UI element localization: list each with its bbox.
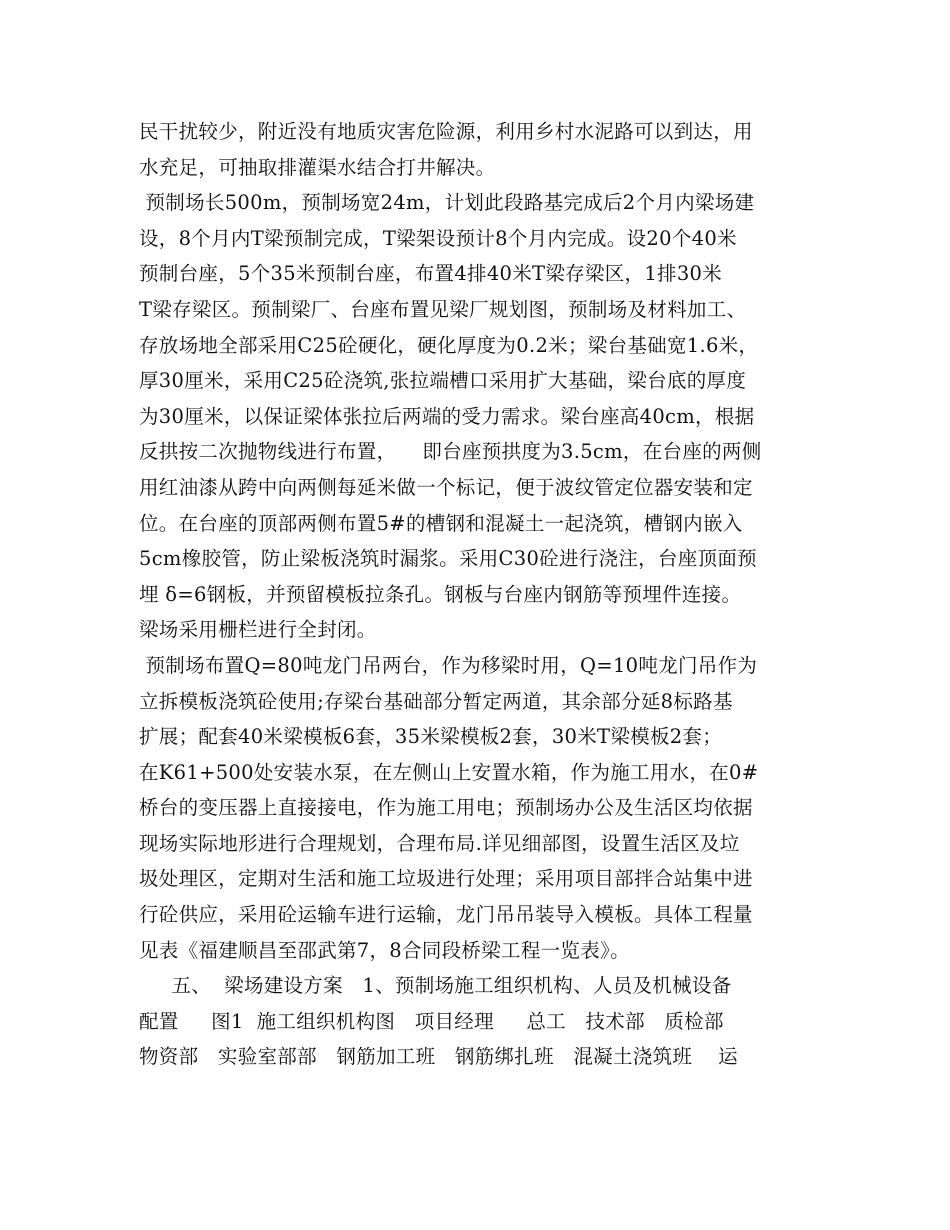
text-line: 在K61+500处安装水泵，在左侧山上安置水箱，作为施工用水，在0# <box>139 760 759 784</box>
text-line: 设，8个月内T梁预制完成，T梁架设预计8个月内完成。设20个40米 <box>139 226 737 250</box>
text-line: 扩展；配套40米梁模板6套，35米梁模板2套，30米T梁模板2套； <box>139 725 723 749</box>
text-line: 民干扰较少，附近没有地质灾害危险源，利用乡村水泥路可以到达，用 <box>139 120 753 143</box>
text-line: 为30厘米，以保证梁体张拉后两端的受力需求。梁台座高40cm，根据 <box>139 404 755 428</box>
text-line: 圾处理区，定期对生活和施工垃圾进行处理；采用项目部拌合站集中进 <box>139 867 753 891</box>
text-line: 见表《福建顺昌至邵武第7，8合同段桥梁工程一览表》。 <box>139 938 630 962</box>
section-heading-line: 五、 梁场建设方案 1、预制场施工组织机构、人员及机械设备 <box>139 974 732 998</box>
text-line: 预制场布置Q=80吨龙门吊两台，作为移梁时用，Q=10吨龙门吊作为 <box>139 653 758 677</box>
text-line: T梁存梁区。预制梁厂、台座布置见梁厂规划图，预制场及材料加工、 <box>139 297 747 321</box>
text-line: 预制场长500m，预制场宽24m，计划此段路基完成后2个月内梁场建 <box>139 191 755 215</box>
text-line: 桥台的变压器上直接接电，作为施工用电；预制场办公及生活区均依据 <box>139 796 753 820</box>
text-line: 反拱按二次抛物线进行布置， 即台座预拱度为3.5cm，在台座的两侧 <box>139 440 762 464</box>
org-chart-text-line: 物资部 实验室部部 钢筋加工班 钢筋绑扎班 混凝土浇筑班 运 <box>139 1045 738 1069</box>
text-line: 5cm橡胶管，防止梁板浇筑时漏浆。采用C30砼进行浇注，台座顶面预 <box>139 547 757 571</box>
org-chart-text-line: 配置 图1 施工组织机构图 项目经理 总工 技术部 质检部 <box>139 1009 724 1033</box>
text-line: 现场实际地形进行合理规划，合理布局.详见细部图，设置生活区及垃 <box>139 831 740 855</box>
body-text <box>139 114 829 1075</box>
text-line: 行砼供应，采用砼运输车进行运输，龙门吊吊装导入模板。具体工程量 <box>139 903 753 927</box>
text-line: 梁场采用栅栏进行全封闭。 <box>139 618 377 642</box>
text-line: 立拆模板浇筑砼使用;存梁台基础部分暂定两道，其余部分延8标路基 <box>139 689 733 713</box>
text-line: 埋 δ=6钢板，并预留模板拉条孔。钢板与台座内钢筋等预埋件连接。 <box>139 582 742 606</box>
text-line: 预制台座，5个35米预制台座，布置4排40米T梁存梁区，1排30米 <box>139 262 723 286</box>
text-line: 存放场地全部采用C25砼硬化，硬化厚度为0.2米；梁台基础宽1.6米， <box>139 333 759 357</box>
text-line: 水充足，可抽取排灌渠水结合打井解决。 <box>139 155 496 179</box>
text-line: 厚30厘米，采用C25砼浇筑,张拉端槽口采用扩大基础，梁台底的厚度 <box>139 369 747 393</box>
text-line: 位。在台座的顶部两侧布置5#的槽钢和混凝土一起浇筑，槽钢内嵌入 <box>139 511 743 535</box>
text-line: 用红油漆从跨中向两侧每延米做一个标记，便于波纹管定位器安装和定 <box>139 475 753 499</box>
